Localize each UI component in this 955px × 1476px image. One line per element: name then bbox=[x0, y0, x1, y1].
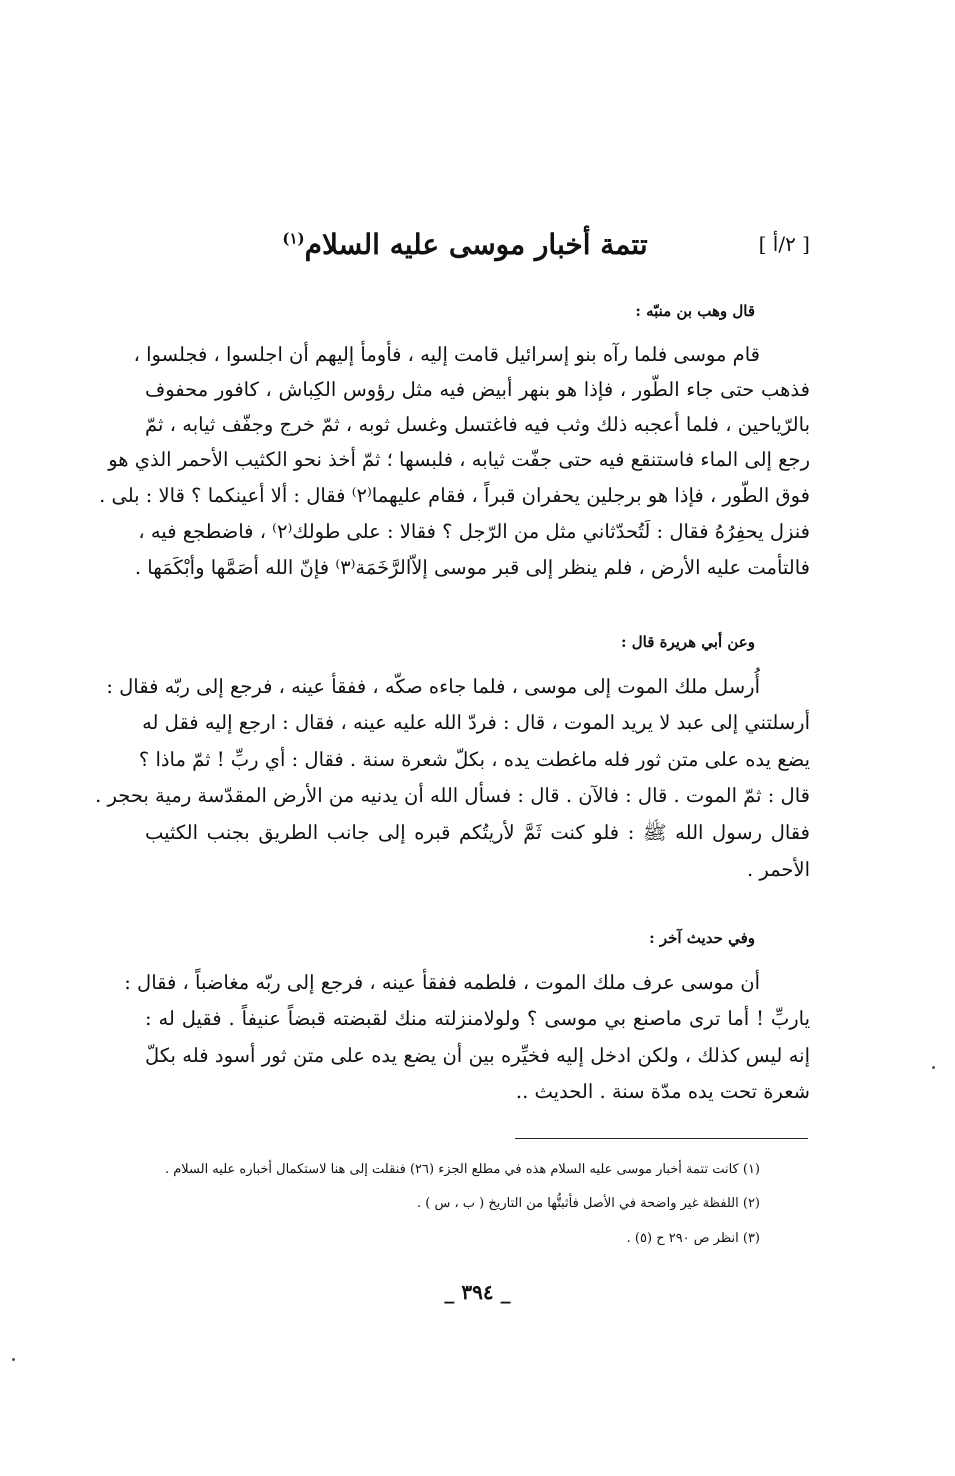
chapter-title: تتمة أخبار موسى عليه السلام bbox=[304, 228, 648, 261]
folio-marker: [ ٢/أ ] bbox=[758, 232, 810, 256]
text-line: شعرة تحت يده مدّة سنة . الحديث .. bbox=[515, 1080, 810, 1103]
text-line: أن موسى عرف ملك الموت ، فلطمه ففقأ عينه ، فرجع إلى ربّه مغاضباً ، فقال : bbox=[124, 971, 760, 994]
title-footnote-ref: (١) bbox=[282, 229, 305, 248]
text-line: قام موسى فلما رآه بنو إسرائيل قامت إليه ، فأومأ إليهم أن اجلسوا ، فجلسوا ، bbox=[133, 343, 760, 366]
page-number: _ ٣٩٤ _ bbox=[444, 1280, 511, 1304]
text-line: أُرسل ملك الموت إلى موسى ، فلما جاءه صكّه ، ففقأ عينه ، فرجع إلى ربّه فقال : bbox=[106, 675, 760, 698]
text-line: إنه ليس كذلك ، ولكن ادخل إليه فخيِّره بين أن يضع يده على متن ثور أسود فله بكلّ bbox=[145, 1044, 810, 1067]
chapter-heading bbox=[120, 228, 810, 278]
chapter-title-block bbox=[120, 228, 810, 261]
text-line: فذهب حتى جاء الطّور ، فإذا هو بنهر أبيض فيه مثل رؤوس الكِباش ، كافور محفوف bbox=[145, 378, 810, 401]
footnote-2: (٢) اللفظة غير واضحة في الأصل فأثبتُّها من التاريخ ( ب ، س ) . bbox=[417, 1196, 760, 1211]
text-line: ياربِّ ! أما ترى ماصنع بي موسى ؟ ولولامنزلته منك لقبضته قبضاً عنيفاً . فقيل له : bbox=[145, 1007, 810, 1030]
text-line: فنزل يحفِرُهُ فقال : لَتُحدّثاني مثل من الرّجل ؟ فقالا : على طولك⁽٢⁾ ، فاضطجع فيه ، bbox=[138, 520, 810, 543]
scan-speck bbox=[12, 1358, 15, 1361]
scan-speck bbox=[932, 1066, 935, 1069]
text-line: الأحمر . bbox=[746, 858, 810, 881]
footnote-1: (١) كانت تتمة أخبار موسى عليه السلام هذه في مطلع الجزء (٢٦) فنقلت إلى هنا لاستكمال أخباره عليه السلام . bbox=[164, 1162, 760, 1177]
text-line: قال : ثمّ الموت . قال : فالآن . قال : فسأل الله أن يدنيه من الأرض المقدّسة رمية بحجر . bbox=[95, 784, 810, 807]
text-line: أرسلتني إلى عبد لا يريد الموت ، قال : فردّ الله عليه عينه ، فقال : ارجع إليه فقل له bbox=[142, 711, 810, 734]
footnote-divider bbox=[515, 1138, 808, 1139]
text-line: فوق الطّور ، فإذا هو برجلين يحفران قبراً ، فقام عليهما⁽٢⁾ فقال : ألا أعينكما ؟ قالا : بلى . bbox=[99, 484, 810, 507]
text-line: رجع إلى الماء فاستنقع فيه حتى جفّت ثيابه ، فلبسها ؛ ثمّ أخذ نحو الكثيب الأحمر الذي هو bbox=[108, 448, 810, 471]
footnote-3: (٣) انظر ص ٢٩٠ ح (٥) . bbox=[626, 1231, 760, 1246]
text-line: فقال رسول الله ﷺ : فلو كنت ثَمَّ لأريتُكم قبره إلى جانب الطريق بجنب الكثيب bbox=[145, 821, 810, 844]
text-line: فالتأمت عليه الأرض ، فلم ينظر إلى قبر موسى إلاّالرَّخَمَة⁽٣⁾ فإنّ الله أصَمَّها وأبْكَمَها . bbox=[134, 556, 810, 579]
text-line: بالرّياحين ، فلما أعجبه ذلك وثب فيه فاغتسل وغسل ثوبه ، ثمّ خرج وجفّف ثيابه ، ثمّ bbox=[145, 413, 810, 436]
text-line: يضع يده على متن ثور فله ماغطت يده ، بكلّ شعرة سنة . فقال : أي ربِّ ! ثمّ ماذا ؟ bbox=[138, 748, 810, 771]
section-label-wahb: قال وهب بن منبّه : bbox=[635, 302, 755, 320]
section-label-abu-hurayra: وعن أبي هريرة قال : bbox=[620, 633, 755, 651]
section-label-other-hadith: وفي حديث آخر : bbox=[649, 929, 755, 947]
